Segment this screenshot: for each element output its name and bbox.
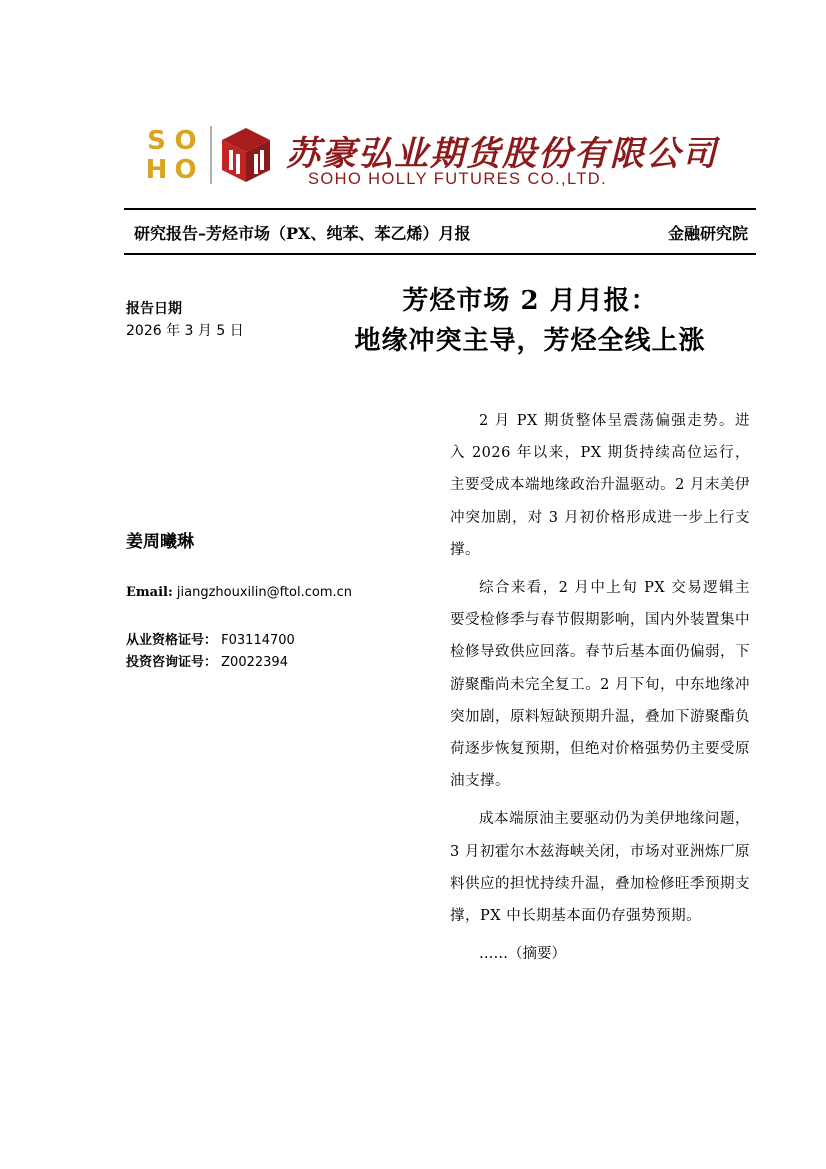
cert-line-1 (126, 629, 295, 648)
email-value[interactable]: jiangzhouxilin@ftol.com.cn (176, 585, 353, 600)
email-label: Email: (126, 585, 173, 600)
company-logo (142, 124, 718, 190)
soho-letter: O (174, 125, 197, 156)
logo-divider (210, 126, 212, 184)
header-bottom-rule (124, 253, 756, 255)
soho-letter: O (174, 154, 197, 185)
report-title-line2: 地缘冲突主导，芳烃全线上涨 (354, 326, 706, 356)
summary-paragraph: 2 月 PX 期货整体呈震荡偏强走势。进入 2026 年以来，PX 期货持续高位运行，主要受成本端地缘政治升温驱动。2 月末美伊冲突加剧，对 3 月初价格形成进一步上行支撑。 (450, 413, 750, 558)
cert2-label: 投资咨询证号： (126, 655, 218, 670)
soho-letter: H (145, 154, 168, 185)
cert1-label: 从业资格证号： (126, 633, 218, 648)
summary-body (450, 405, 750, 970)
cert2-value: Z0022394 (221, 655, 288, 670)
summary-paragraph: 成本端原油主要驱动仍为美伊地缘问题，3 月初霍尔木兹海峡关闭，市场对亚洲炼厂原料供应的担忧持续升温，叠加检修旺季预期支撑，PX 中长期基本面仍存强势预期。 (450, 811, 750, 925)
report-type: 研究报告–芳烃市场（PX、纯苯、苯乙烯）月报 (134, 224, 471, 243)
date-value: 2026 年 3 月 5 日 (126, 323, 244, 339)
author-name: 姜周曦琳 (126, 532, 194, 552)
company-name-en: SOHO HOLLY FUTURES CO.,LTD. (308, 170, 608, 188)
cert-line-2 (126, 651, 288, 670)
summary-paragraph: 综合来看，2 月中上旬 PX 交易逻辑主要受检修季与春节假期影响，国内外装置集中检修导致供应回落。春节后基本面仍偏弱，下游聚酯尚未完全复工。2 月下旬，中东地缘冲突加剧，原料短缺预期升温，叠加下游聚酯负荷逐步恢复预期，但绝对价格强势仍主要受原油支撑。 (450, 580, 750, 790)
report-title-line1: 芳烃市场 2 月月报： (402, 286, 658, 316)
soho-letter: S (147, 125, 166, 156)
soho-logo-mark (142, 126, 200, 184)
email-line (126, 585, 352, 600)
abstract-mark: ……（摘要） (479, 946, 566, 963)
date-label: 报告日期 (126, 301, 182, 317)
cert1-value: F03114700 (221, 633, 295, 648)
holly-box-icon (220, 126, 272, 184)
company-name-cn: 苏豪弘业期货股份有限公司 (286, 134, 718, 174)
header-top-rule (124, 208, 756, 210)
department: 金融研究院 (667, 224, 748, 243)
